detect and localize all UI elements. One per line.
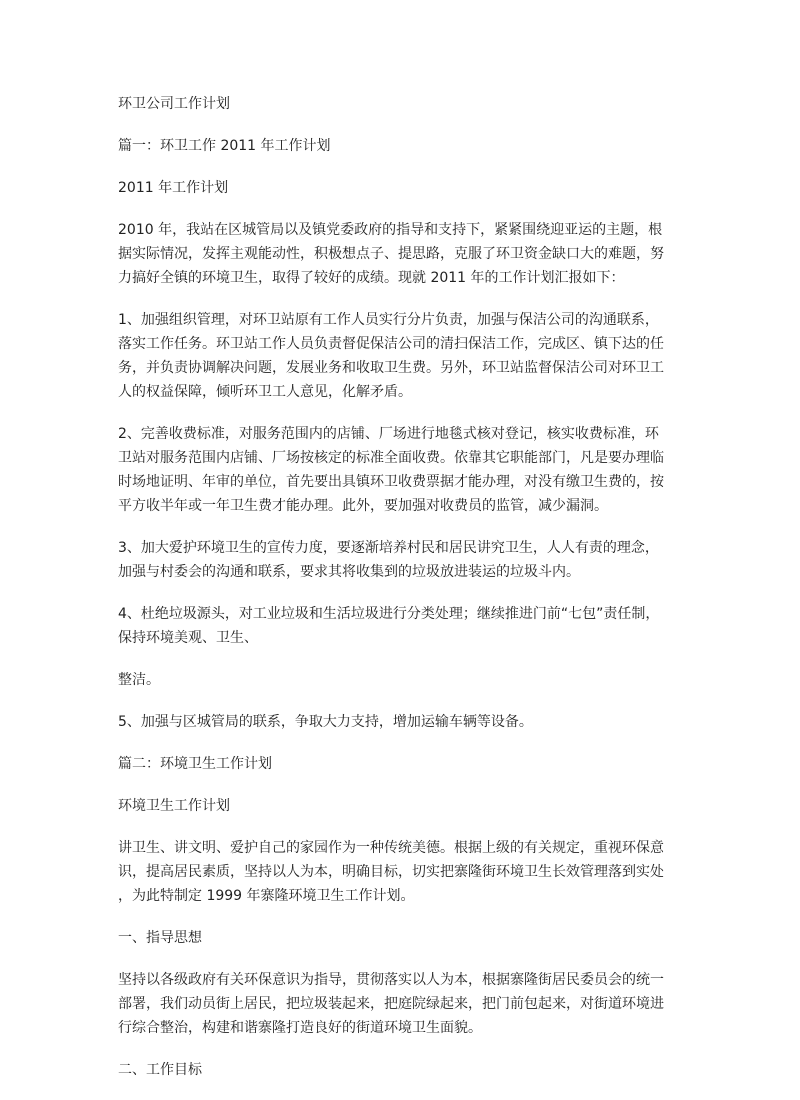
text-line: 加强与村委会的沟通和联系，要求其将收集到的垃圾放进装运的垃圾斗内。: [118, 564, 580, 580]
item-5-paragraph: 5、加强与区城管局的联系，争取大力支持，增加运输车辆等设备。: [118, 714, 533, 730]
part1-subheading: 2011 年工作计划: [118, 180, 229, 196]
text-line: 据实际情况，发挥主观能动性，积极想点子、提思路，克服了环卫资金缺口大的难题，努: [118, 246, 664, 262]
document-title: 环卫公司工作计划: [118, 96, 230, 112]
document-content: [118, 92, 686, 1100]
item-2-paragraph: [118, 422, 686, 518]
item-3-paragraph: [118, 536, 686, 584]
text-line: ，为此特制定 1999 年寨隆环境卫生工作计划。: [118, 888, 415, 904]
text-line: 讲卫生、讲文明、爱护自己的家园作为一种传统美德。根据上级的有关规定，重视环保意: [118, 840, 664, 856]
part2-intro-paragraph: [118, 836, 686, 908]
text-line: 坚持以各级政府有关环保意识为指导，贯彻落实以人为本，根据寨隆街居民委员会的统一: [118, 972, 664, 988]
text-line: 卫站对服务范围内店铺、厂场按核定的标准全面收费。依靠其它职能部门，凡是要办理临: [118, 450, 664, 466]
text-line: 平方收半年或一年卫生费才能办理。此外，要加强对收费员的监管，减少漏洞。: [118, 498, 608, 514]
text-line: 保持环境美观、卫生、: [118, 630, 258, 646]
text-line: 4、杜绝垃圾源头，对工业垃圾和生活垃圾进行分类处理；继续推进门前“七包”责任制，: [118, 606, 660, 622]
part2-heading: 篇二：环境卫生工作计划: [118, 756, 272, 772]
text-line: 落实工作任务。环卫站工作人员负责督促保洁公司的清扫保洁工作，完成区、镇下达的任: [118, 336, 664, 352]
part2-subheading: 环境卫生工作计划: [118, 798, 230, 814]
text-line: 2、完善收费标准，对服务范围内的店铺、厂场进行地毯式核对登记，核实收费标准，环: [118, 426, 659, 442]
text-line: 人的权益保障，倾听环卫工人意见，化解矛盾。: [118, 384, 412, 400]
section-1-paragraph: [118, 968, 686, 1040]
part1-heading: 篇一：环卫工作 2011 年工作计划: [118, 138, 331, 154]
text-line: 3、加大爱护环境卫生的宣传力度，要逐渐培养村民和居民讲究卫生，人人有责的理念，: [118, 540, 659, 556]
item-1-paragraph: [118, 308, 686, 404]
text-line: 行综合整治，构建和谐寨隆打造良好的街道环境卫生面貌。: [118, 1020, 482, 1036]
text-line: 部署，我们动员街上居民，把垃圾装起来，把庭院绿起来，把门前包起来，对街道环境进: [118, 996, 664, 1012]
text-line: 1、加强组织管理，对环卫站原有工作人员实行分片负责，加强与保洁公司的沟通联系，: [118, 312, 659, 328]
text-line: 务，并负责协调解决问题，发展业务和收取卫生费。另外，环卫站监督保洁公司对环卫工: [118, 360, 664, 376]
item-4-paragraph: [118, 602, 686, 650]
text-line: 识，提高居民素质，坚持以人为本，明确目标，切实把寨隆街环境卫生长效管理落到实处: [118, 864, 664, 880]
text-line: 时场地证明、年审的单位，首先要出具镇环卫收费票据才能办理，对没有缴卫生费的，按: [118, 474, 664, 490]
item-4-tail: 整洁。: [118, 672, 160, 688]
intro-paragraph: [118, 218, 686, 290]
text-line: 力搞好全镇的环境卫生，取得了较好的成绩。现就 2011 年的工作计划汇报如下：: [118, 270, 625, 286]
text-line: 2010 年，我站在区城管局以及镇党委政府的指导和支持下，紧紧围绕迎亚运的主题，根: [118, 222, 663, 238]
section-2-heading: 二、工作目标: [118, 1062, 202, 1078]
section-1-heading: 一、指导思想: [118, 930, 202, 946]
